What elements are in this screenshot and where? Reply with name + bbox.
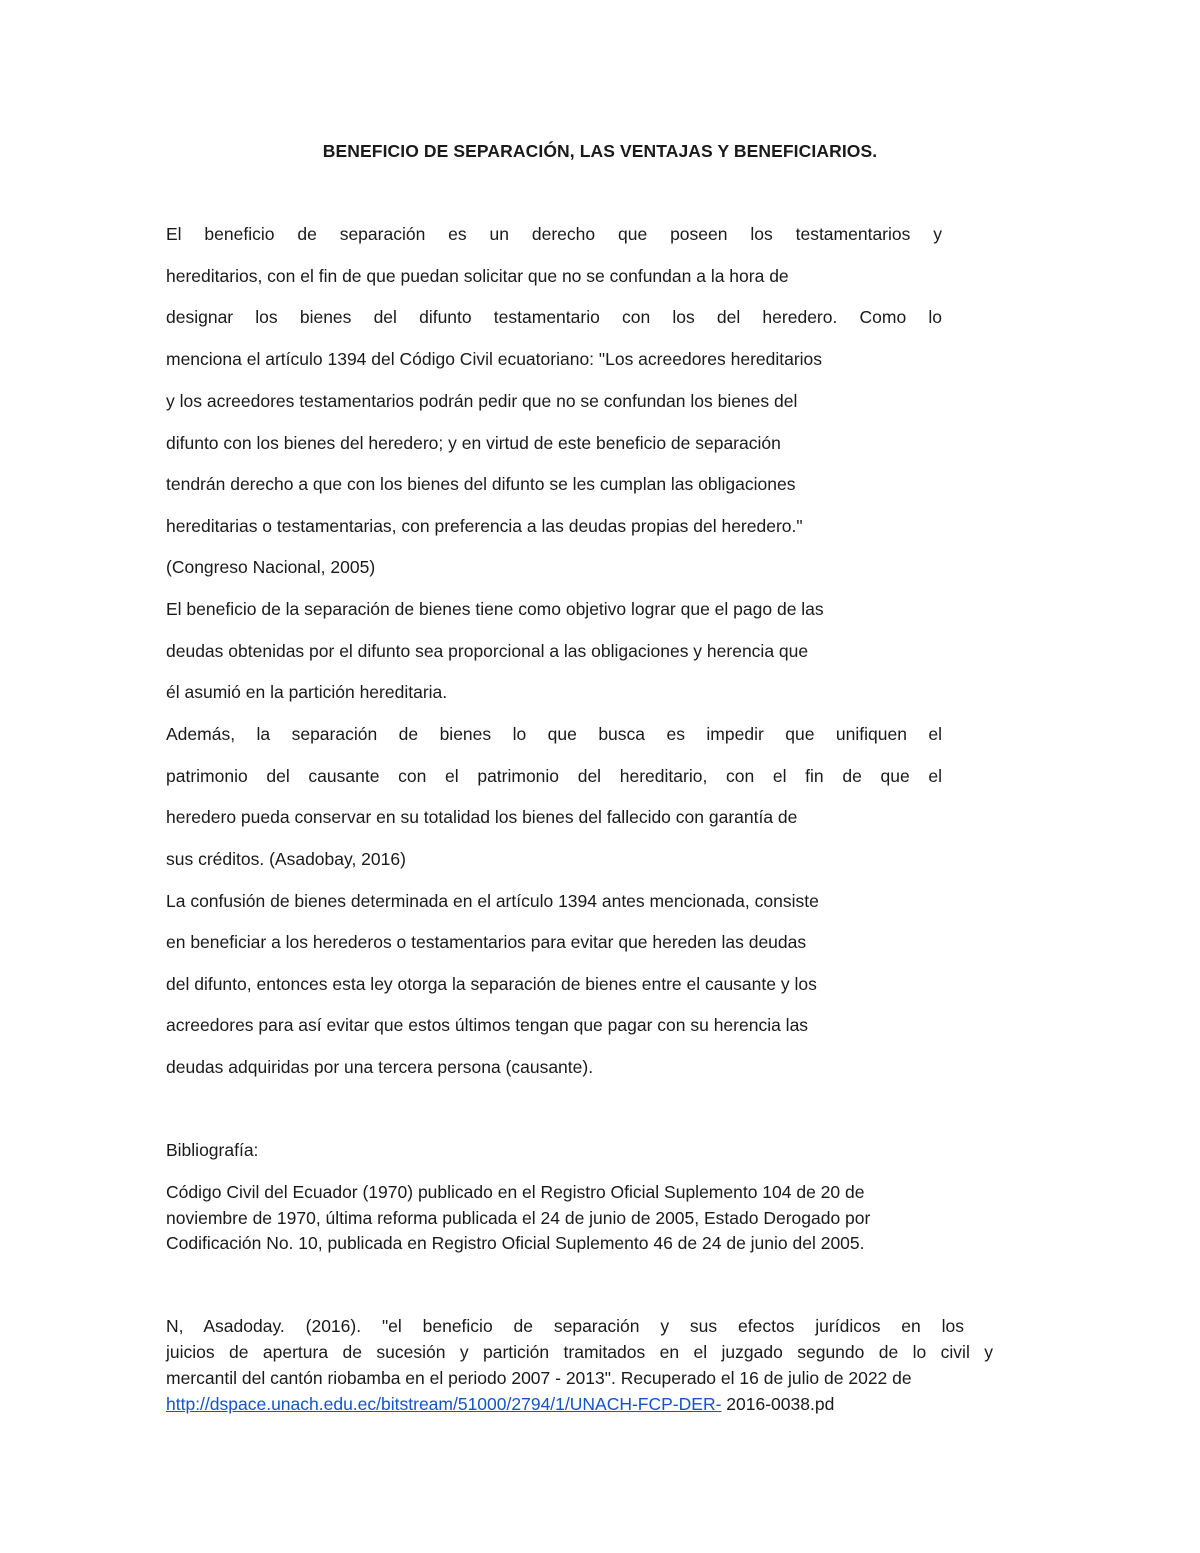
body-line: patrimonio del causante con el patrimonio del hereditario, con el fin de que el (166, 766, 942, 786)
body-line: Además, la separación de bienes lo que busca es impedir que unifiquen el (166, 724, 942, 744)
body-line: y los acreedores testamentarios podrán pedir que no se confundan los bienes del (166, 391, 798, 411)
body-line: La confusión de bienes determinada en el artículo 1394 antes mencionada, consiste (166, 891, 819, 911)
body-line: él asumió en la partición hereditaria. (166, 682, 448, 702)
document-title: BENEFICIO DE SEPARACIÓN, LAS VENTAJAS Y BENEFICIARIOS. (322, 141, 878, 161)
reference-line: Código Civil del Ecuador (1970) publicado en el Registro Oficial Suplemento 104 de 20 de (166, 1182, 865, 1202)
body-line: acreedores para así evitar que estos últimos tengan que pagar con su herencia las (166, 1015, 809, 1035)
body-line: del difunto, entonces esta ley otorga la separación de bienes entre el causante y los (166, 974, 817, 994)
reference-line: noviembre de 1970, última reforma publicada el 24 de junio de 2005, Estado Derogado por (166, 1208, 871, 1228)
bibliography-heading: Bibliografía: (166, 1140, 259, 1160)
body-line: designar los bienes del difunto testamentario con los del heredero. Como lo (166, 307, 942, 327)
citation-line: (Congreso Nacional, 2005) (166, 557, 376, 577)
body-line: El beneficio de separación es un derecho que poseen los testamentarios y (166, 224, 942, 244)
body-line: difunto con los bienes del heredero; y en virtud de este beneficio de separación (166, 433, 781, 453)
body-line: deudas obtenidas por el difunto sea proporcional a las obligaciones y herencia que (166, 641, 809, 661)
reference-line: Codificación No. 10, publicada en Registro Oficial Suplemento 46 de 24 de junio del 2005. (166, 1233, 865, 1253)
reference-line: N, Asadoday. (2016). "el beneficio de separación y sus efectos jurídicos en los (166, 1316, 964, 1336)
body-line: deudas adquiridas por una tercera persona (causante). (166, 1057, 594, 1077)
body-line: tendrán derecho a que con los bienes del difunto se les cumplan las obligaciones (166, 474, 796, 494)
reference-url-tail: 2016-0038.pd (721, 1394, 835, 1414)
reference-url-link[interactable]: http://dspace.unach.edu.ec/bitstream/51000/2794/1/UNACH-FCP-DER- (166, 1394, 722, 1414)
body-line: menciona el artículo 1394 del Código Civil ecuatoriano: "Los acreedores hereditarios (166, 349, 823, 369)
reference-line: juicios de apertura de sucesión y partición tramitados en el juzgado segundo de lo civil y (166, 1342, 993, 1362)
body-line: El beneficio de la separación de bienes tiene como objetivo lograr que el pago de las (166, 599, 824, 619)
body-line: en beneficiar a los herederos o testamentarios para evitar que hereden las deudas (166, 932, 807, 952)
reference-line: mercantil del cantón riobamba en el periodo 2007 - 2013". Recuperado el 16 de julio de 2022 de (166, 1368, 912, 1388)
body-line: heredero pueda conservar en su totalidad los bienes del fallecido con garantía de (166, 807, 798, 827)
reference-link-line (166, 1392, 834, 1416)
body-line: hereditarios, con el fin de que puedan solicitar que no se confundan a la hora de (166, 266, 789, 286)
citation-line: sus créditos. (Asadobay, 2016) (166, 849, 406, 869)
body-line: hereditarias o testamentarias, con preferencia a las deudas propias del heredero." (166, 516, 803, 536)
